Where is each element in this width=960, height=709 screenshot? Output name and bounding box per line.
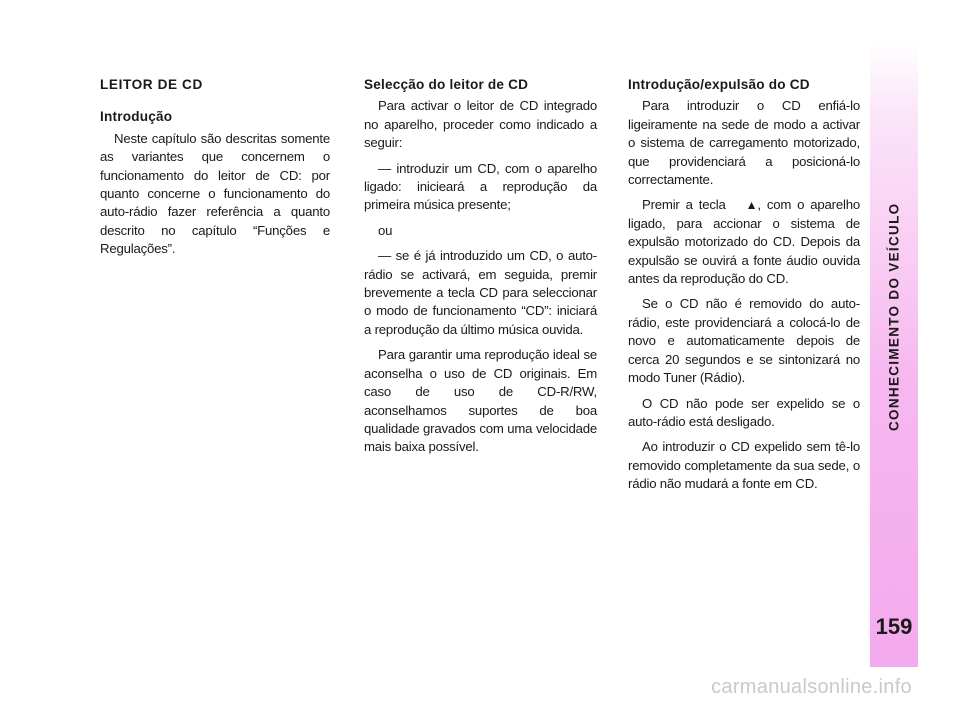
paragraph: Neste capítulo são descritas somente as variantes que concernem o funcionamento do leitor de CD: por quanto concerne o funcionamento do auto-rádio fazer referência a quanto descrito no capítulo “Funções e Regulações”. [100, 130, 330, 257]
paragraph: O CD não pode ser expelido se o auto-rádio está desligado. [628, 395, 860, 429]
subheading-seleccao: Selecção do leitor de CD [364, 77, 529, 92]
paragraph-eject [628, 196, 860, 288]
text-run: , com o aparelho ligado, para accionar o sistema de expulsão motorizado do CD. Depois da expulsão se ouvirá a fonte áudio ouvida antes da reprodução do CD. [628, 197, 861, 287]
section-title: LEITOR DE CD [100, 77, 203, 92]
paragraph: Ao introduzir o CD expelido sem tê-lo removido completamente da sua sede, o rádio não mudará a fonte em CD. [628, 439, 860, 492]
paragraph: ou [378, 222, 393, 238]
column-right [628, 76, 860, 501]
eject-icon: ▲ [745, 198, 758, 213]
paragraph: Para introduzir o CD enfiá-lo ligeiramente na sede de modo a activar o sistema de carregamento motorizado, que providenciará a posicioná-lo correctamente. [628, 98, 860, 188]
paragraph: Se o CD não é removido do auto-rádio, este providenciará a colocá-lo de novo e automaticamente depois de cerca 20 segundos e se sintonizará no modo Tuner (Rádio). [628, 296, 860, 386]
paragraph: — introduzir um CD, com o aparelho ligado: inicieará a reprodução da primeira música presente; [364, 160, 597, 213]
paragraph: Para garantir uma reprodução ideal se aconselha o uso de CD originais. Em caso de uso de CD-R/RW, aconselhamos suportes de boa qualidade gravados com uma velocidade mais baixa possível. [364, 347, 597, 455]
paragraph: Para activar o leitor de CD integrado no aparelho, proceder como indicado a seguir: [364, 98, 597, 151]
subheading-introducao-expulsao: Introdução/expulsão do CD [628, 77, 810, 92]
subheading-introducao: Introdução [100, 109, 173, 125]
paragraph: — se é já introduzido um CD, o auto-rádio se activará, em seguida, premir brevemente a tecla CD para seleccionar o modo de funcionamento “CD”: iniciará a reprodução da último música ouvida. [364, 248, 597, 337]
chapter-side-band [870, 42, 918, 667]
column-left [100, 76, 330, 266]
column-middle [364, 76, 597, 464]
chapter-title: CONHECIMENTO DO VEÍCULO [886, 202, 902, 432]
page-number: 159 [875, 614, 913, 639]
text-run: Premir a tecla [642, 197, 732, 213]
watermark: carmanualsonline.info [711, 676, 912, 698]
